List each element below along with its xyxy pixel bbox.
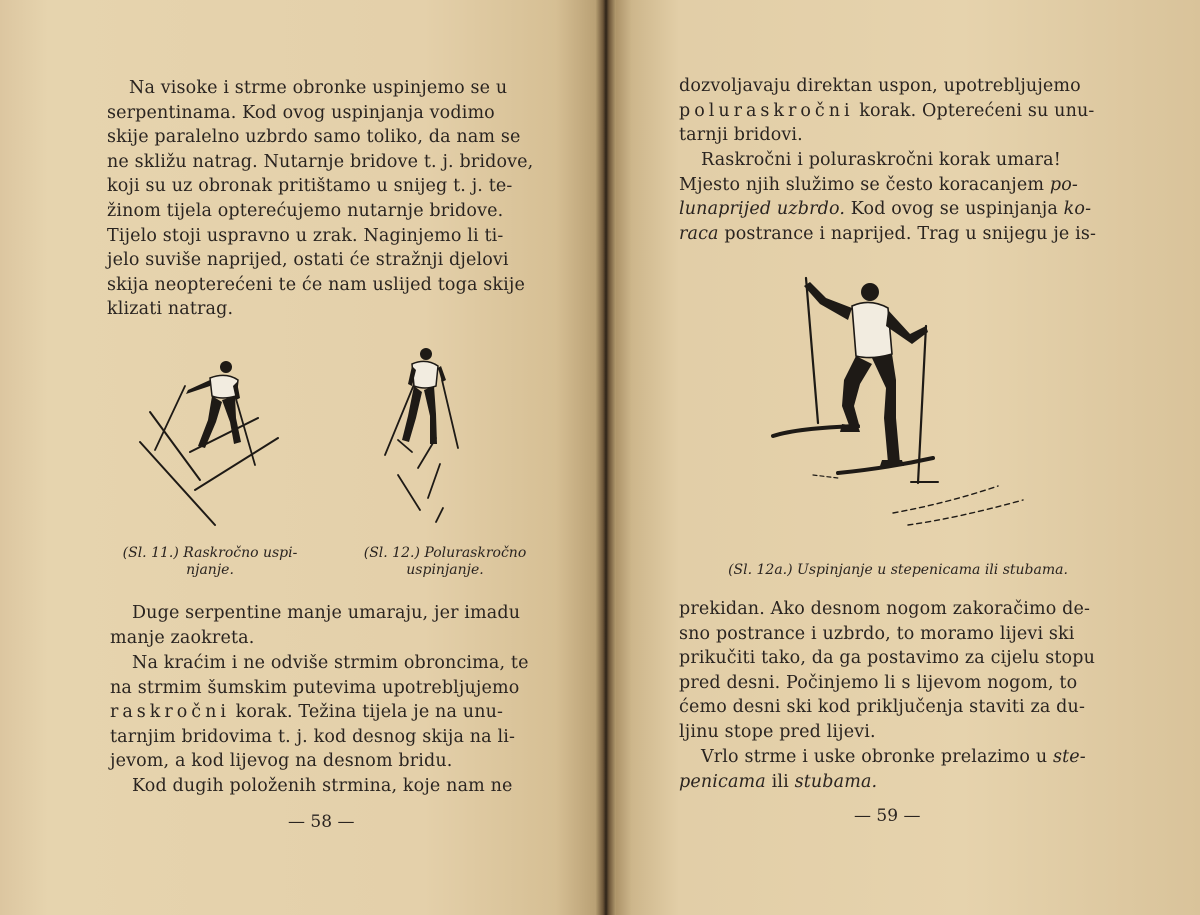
right-paragraph-3 <box>679 597 1111 745</box>
text-fragment: Vrlo strme i uske obronke prelazimo u <box>701 747 1053 767</box>
text-line: pred desni. Počinjemo li s lijevom nogom, to <box>679 672 1078 693</box>
text-line: ćemo desni ski kod priključenja staviti za du- <box>679 697 1086 718</box>
text-line: jevom, a kod lijevog na desnom bridu. <box>110 751 453 772</box>
spaced-term: raskročni <box>110 702 230 723</box>
figure-11-illustration <box>130 350 290 530</box>
right-paragraph-2 <box>679 148 1111 246</box>
text-line: skija neopterećeni te će nam uslijed toga skije <box>107 274 525 295</box>
text-line: serpentinama. Kod ovog uspinjanja vodimo <box>107 102 495 123</box>
text-fragment: postrance i naprijed. Trag u snijegu je is- <box>718 223 1097 244</box>
italic-term: po- <box>1049 174 1078 195</box>
right-paragraph-4 <box>679 745 1111 794</box>
text-line <box>679 770 1111 795</box>
text-line: dozvoljavaju direktan uspon, upotrebljujemo <box>679 76 1081 96</box>
text-line <box>110 700 542 725</box>
text-fragment: korak. Težina tijela je na unu- <box>229 702 504 723</box>
text-line <box>679 99 1111 124</box>
right-paragraph-1 <box>679 74 1111 148</box>
text-line <box>679 173 1111 198</box>
spaced-term: poluraskročni <box>679 100 854 121</box>
text-line: Tijelo stoji uspravno u zrak. Naginjemo li ti- <box>107 225 504 246</box>
text-line: na strmim šumskim putevima upotrebljujemo <box>110 677 520 698</box>
italic-term: stubama. <box>794 771 878 792</box>
italic-term: penicama <box>679 771 766 792</box>
caption-line: (Sl. 11.) Raskročno uspi- <box>122 545 298 561</box>
text-line: ne skližu natrag. Nutarnje bridove t. j. bridove, <box>107 151 534 172</box>
italic-term: ste- <box>1052 747 1086 767</box>
text-line <box>679 222 1111 247</box>
italic-term: lunaprijed uzbrdo. <box>679 199 846 220</box>
text-fragment: ili <box>765 771 795 792</box>
figure-12a-caption: (Sl. 12a.) Uspinjanje u stepenicama ili stubama. <box>728 562 1068 578</box>
text-line: Raskročni i poluraskročni korak umara! <box>701 150 1061 170</box>
page-number-left: — 58 — <box>288 812 355 832</box>
caption-line: njanje. <box>186 562 234 578</box>
page-number-right: — 59 — <box>854 806 921 826</box>
figure-12-caption <box>345 545 545 579</box>
text-line: manje zaokreta. <box>110 627 255 648</box>
text-line: prekidan. Ako desnom nogom zakoračimo de- <box>679 599 1091 619</box>
text-line: prikučiti tako, da ga postavimo za cijelu stopu <box>679 648 1096 669</box>
text-line: žinom tijela opterećujemo nutarnje bridove. <box>107 200 504 221</box>
text-fragment: Mjesto njih služimo se često koracanjem <box>679 174 1050 195</box>
text-line: sno postrance i uzbrdo, to moramo lijevi ski <box>679 623 1075 644</box>
text-line: Na visoke i strme obronke uspinjemo se u <box>129 78 508 98</box>
text-line: tarnjim bridovima t. j. kod desnog skija na li- <box>110 726 516 747</box>
left-paragraph-1 <box>107 76 539 322</box>
text-fragment: Kod ovog se uspinjanja <box>845 199 1064 220</box>
text-line: ljinu stope pred lijevi. <box>679 721 876 742</box>
figure-11-caption <box>110 545 310 579</box>
text-line <box>679 745 1111 770</box>
text-line: Duge serpentine manje umaraju, jer imadu <box>132 603 521 623</box>
italic-term: ko- <box>1063 199 1092 220</box>
text-line: tarnji bridovi. <box>679 125 803 146</box>
right-page <box>608 0 1200 915</box>
caption-line: (Sl. 12.) Poluraskročno <box>363 545 527 561</box>
text-line: Na kraćim i ne odviše strmim obroncima, te <box>132 653 529 673</box>
caption-line: uspinjanje. <box>406 562 484 578</box>
left-paragraph-3 <box>110 651 542 774</box>
italic-term: raca <box>679 223 719 244</box>
text-line: Kod dugih položenih strmina, koje nam ne <box>132 776 513 796</box>
text-line: koji su uz obronak pritištamo u snijeg t. j. te- <box>107 176 513 197</box>
text-fragment: korak. Opterećeni su unu- <box>853 100 1095 121</box>
text-line: skije paralelno uzbrdo samo toliko, da nam se <box>107 127 521 148</box>
left-paragraph-4 <box>110 774 542 799</box>
figure-12a-illustration <box>768 268 1038 538</box>
book-gutter <box>596 0 616 915</box>
text-line: jelo suviše naprijed, ostati će stražnji djelovi <box>107 250 509 271</box>
text-line: klizati natrag. <box>107 299 234 320</box>
text-line <box>679 197 1111 222</box>
figure-12-illustration <box>370 340 480 530</box>
left-paragraph-2 <box>110 601 542 650</box>
